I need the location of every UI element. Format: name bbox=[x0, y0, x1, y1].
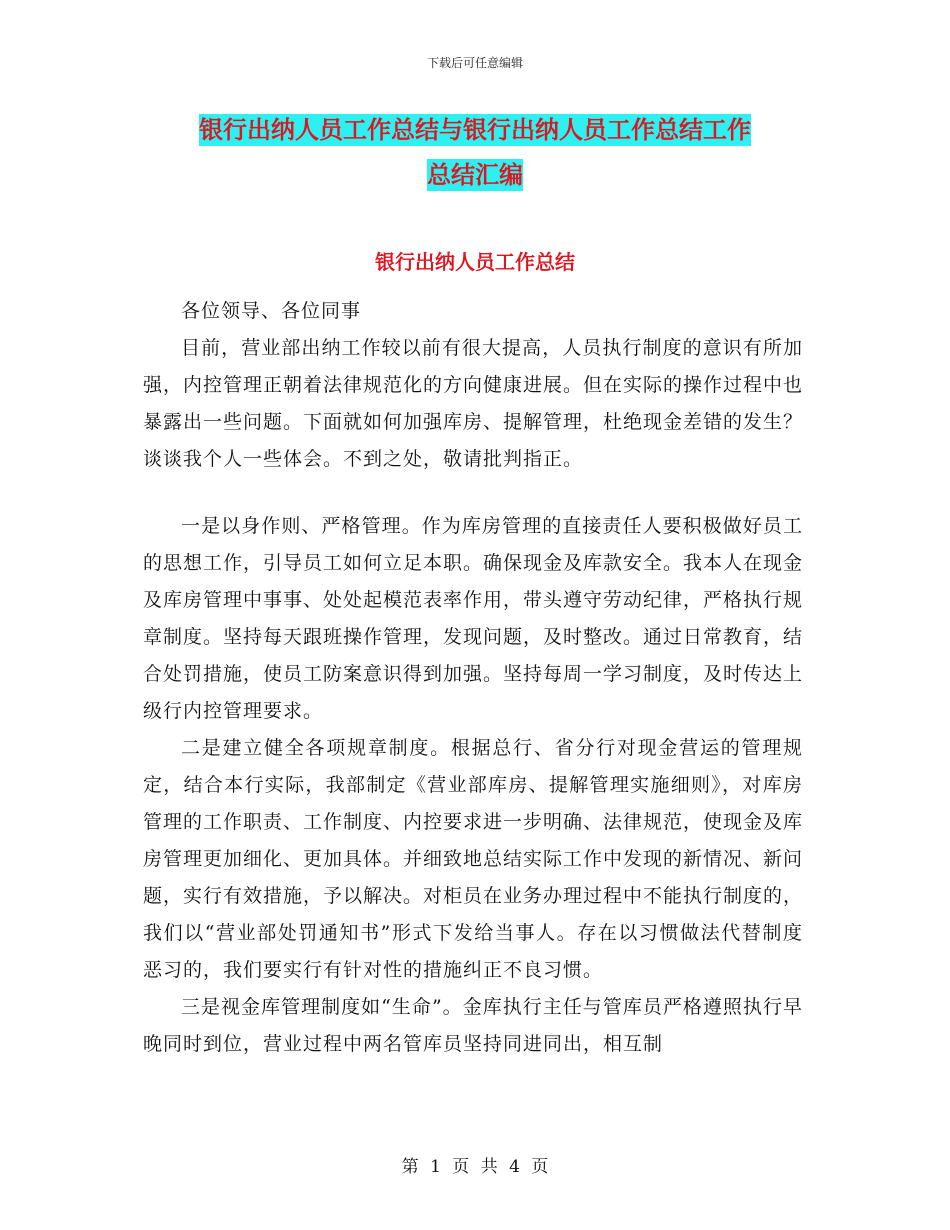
document-title bbox=[0, 108, 950, 198]
title-line-2: 总结汇编 bbox=[427, 161, 523, 189]
body-text-part-1 bbox=[143, 293, 803, 478]
paragraph-two: 二是建立健全各项规章制度。根据总行、省分行对现金营运的管理规定，结合本行实际，我部制定《营业部库房、提解管理实施细则》，对库房管理的工作职责、工作制度、内控要求进一步明确、法律规范，使现金及库房管理更加细化、更加具体。并细致地总结实际工作中发现的新情况、新问题，实行有效措施，予以解决。对柜员在业务办理过程中不能执行制度的，我们以“营业部处罚通知书”形式下发给当事人。存在以习惯做法代替制度恶习的，我们要实行有针对性的措施纠正不良习惯。 bbox=[143, 737, 804, 981]
body-text-part-2 bbox=[143, 508, 803, 1063]
paragraph-three: 三是视金库管理制度如“生命”。金库执行主任与管库员严格遵照执行早晚同时到位，营业过程中两名管库员坚持同进同出，相互制 bbox=[143, 996, 803, 1055]
paragraph-intro: 目前，营业部出纳工作较以前有很大提高，人员执行制度的意识有所加强，内控管理正朝着法律规范化的方向健康进展。但在实际的操作过程中也暴露出一些问题。下面就如何加强库房、提解管理，杜绝现金差错的发生？谈谈我个人一些体会。不到之处，敬请批判指正。 bbox=[143, 337, 804, 470]
paragraph-one: 一是以身作则、严格管理。作为库房管理的直接责任人要积极做好员工的思想工作，引导员工如何立足本职。确保现金及库款安全。我本人在现金及库房管理中事事、处处起模范表率作用，带头遵守劳动纪律，严格执行规章制度。坚持每天跟班操作管理，发现问题，及时整改。通过日常教育，结合处罚措施，使员工防案意识得到加强。坚持每周一学习制度，及时传达上级行内控管理要求。 bbox=[143, 515, 804, 722]
header-note: 下载后可任意编辑 bbox=[426, 56, 523, 70]
greeting: 各位领导、各位同事 bbox=[181, 300, 362, 322]
title-line-1: 银行出纳人员工作总结与银行出纳人员工作总结工作 bbox=[199, 116, 751, 144]
page-number: 第 1 页 共 4 页 bbox=[401, 1157, 549, 1177]
section-title: 银行出纳人员工作总结 bbox=[375, 250, 575, 274]
